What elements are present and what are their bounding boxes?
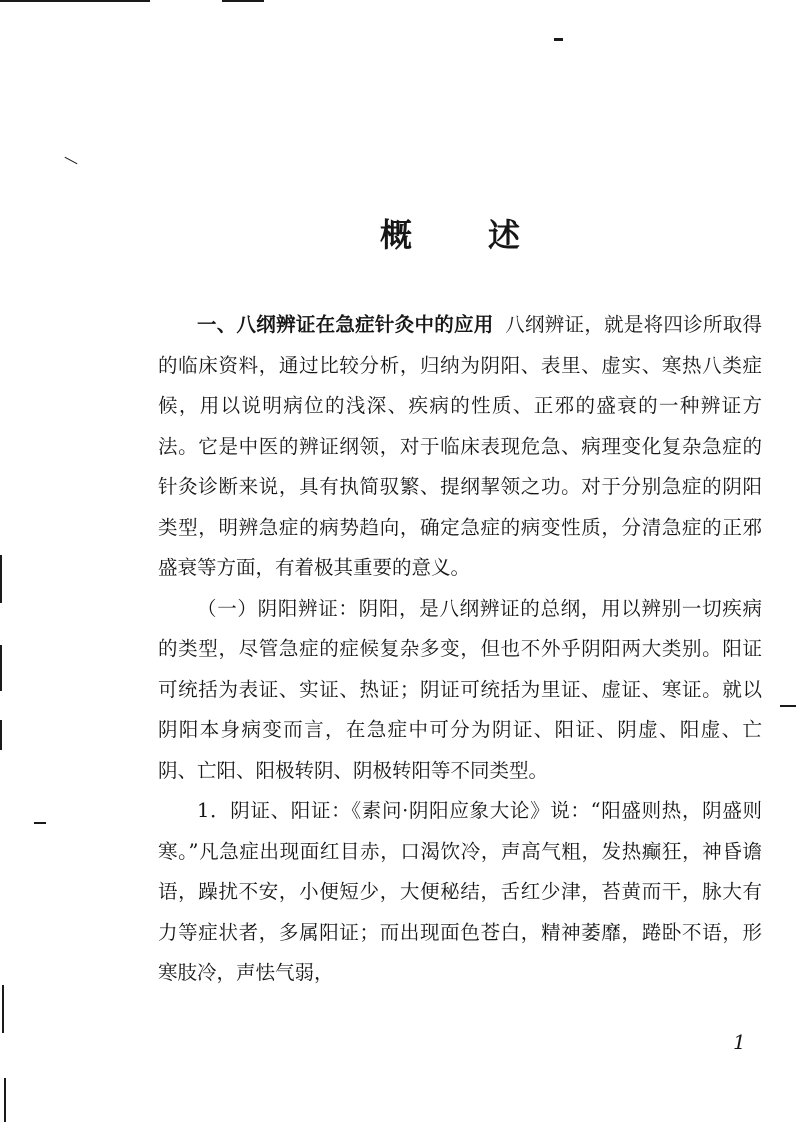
scan-left-bar-3 <box>0 720 2 750</box>
scan-right-dash <box>780 705 796 707</box>
paragraph-2-text: （一）阴阳辨证：阴阳，是八纲辨证的总纲，用以辨别一切疾病的类型，尽管急症的症候复杂多变，但也不外乎阴阳两大类别。阳证可统括为表证、实证、热证；阴证可统括为里证、虚证、寒证。就以阴阳本身病变而言，在急症中可分为阴证、阳证、阴虚、阳虚、亡阴、亡阳、阳极转阴、阴极转阳等不同类型。 <box>158 596 762 782</box>
scan-edge-line-top-2 <box>222 0 264 2</box>
paragraph-3 <box>158 791 762 994</box>
paragraph-2 <box>158 589 762 792</box>
scan-left-bar-4 <box>2 985 4 1033</box>
title-char-1: 概 <box>380 216 413 254</box>
paragraph-1 <box>158 305 762 589</box>
scan-left-tick <box>65 157 78 164</box>
page-title <box>380 210 520 256</box>
section-heading: 一、八纲辨证在急症针灸中的应用 <box>197 313 494 336</box>
body-text <box>158 305 762 994</box>
scan-dash-top <box>554 38 563 41</box>
title-char-2: 述 <box>488 216 521 254</box>
scan-left-bar-2 <box>0 645 2 691</box>
scan-edge-line-top <box>0 0 150 2</box>
scan-left-bar-5 <box>4 1078 6 1122</box>
scan-left-bar-1 <box>0 555 2 603</box>
paragraph-3-text: 1．阴证、阳证：《素问·阴阳应象大论》说：“阳盛则热，阴盛则寒。”凡急症出现面红目赤，口渴饮冷，声高气粗，发热癫狂，神昏谵语，躁扰不安，小便短少，大便秘结，舌红少津，苔黄而干，脉大有力等症状者，多属阳证；而出现面色苍白，精神萎靡，踡卧不语，形寒肢冷，声怯气弱， <box>158 799 762 984</box>
paragraph-1-text: 八纲辨证，就是将四诊所取得的临床资料，通过比较分析，归纳为阴阳、表里、虚实、寒热八类症候，用以说明病位的浅深、疾病的性质、正邪的盛衰的一种辨证方法。它是中医的辨证纲领，对于临床表现危急、病理变化复杂急症的针灸诊断来说，具有执简驭繁、提纲挈领之功。对于分别急症的阴阳类型，明辨急症的病势趋向，确定急症的病变性质，分清急症的正邪盛衰等方面，有着极其重要的意义。 <box>158 313 762 579</box>
page-number: 1 <box>733 1030 746 1054</box>
scan-left-dash <box>34 822 46 824</box>
